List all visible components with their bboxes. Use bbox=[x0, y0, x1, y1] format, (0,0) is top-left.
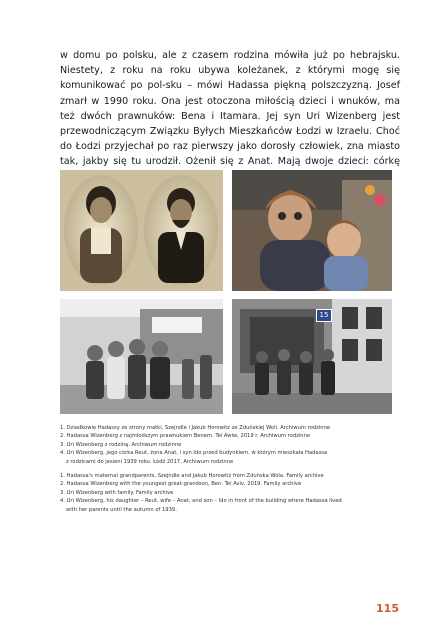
photo-hadassa-ben bbox=[232, 170, 392, 291]
address-sign-number: 15 bbox=[319, 311, 329, 319]
photo-uri-family-image bbox=[60, 299, 223, 414]
photo-building bbox=[232, 299, 392, 414]
caption-pl-2: 2. Hadassa Wizenberg z najmłodszym prawnukiem Benem. Tel Awiw, 2019 r. Archiwum rodzinne bbox=[60, 433, 311, 440]
caption-en-3: 3. Uri Wizenberg with family. Family archive bbox=[60, 489, 174, 496]
caption-pl-1: 1. Dziadkowie Hadassy ze strony matki, Szejndle i Jakub Horowitz ze Zduńskiej Woli. Archiwum rodzinne bbox=[60, 425, 331, 431]
caption-en-4: 4. Uri Wizenberg, his daughter – Reut, wife – Anat, and son – Ido in front of the building where Hadassa lived bbox=[60, 498, 342, 505]
body-text: w domu po polsku, ale z czasem rodzina mówiła już po hebrajsku. Niestety, z roku na roku ubywa koleżanek, z którymi mogę się komunikować po pol-sku – mówi Hadassa piękną polszczyzną. Josef zmarł w 1990 roku. Ona jest otoczona miłością dzieci i wnuków, ma też dwóch prawnuków: Bena i Itamara. Jej syn Uri Wizenberg jest przewodniczącym Związku Byłych Mieszkańców Łodzi w Izraelu. Choć do Łodzi przyjechał po raz pierwszy jako dorosły człowiek, zna miasto tak, jakby się tu urodził. Ożenił się z Anat. Mają dwoje dzieci: córkę bbox=[60, 50, 400, 168]
caption-en-2: 2. Hadassa Wizenberg with the youngest great-grandson, Ben. Tel Aviv, 2019. Family archive bbox=[60, 481, 302, 488]
photo-uri-family bbox=[60, 299, 223, 414]
photo-grandparents-image bbox=[60, 170, 223, 291]
caption-en-4-cont: with her parents until the autumn of 1939. bbox=[66, 506, 177, 513]
caption-en-1: 1. Hadassa's maternal grandparents, Szejndle and Jakub Horowitz from Zduńska Wola. Family archive bbox=[60, 473, 324, 480]
photo-building-image bbox=[232, 299, 392, 414]
captions bbox=[60, 424, 400, 514]
page-number: 115 bbox=[376, 602, 399, 615]
caption-pl-4-cont: z rodzicami do jesieni 1939 roku. Łódź 2017. Archiwum rodzinne bbox=[66, 458, 234, 465]
address-sign bbox=[316, 309, 332, 322]
photo-grandparents bbox=[60, 170, 223, 291]
body-paragraph bbox=[60, 48, 400, 185]
photo-hadassa-ben-image bbox=[232, 170, 392, 291]
caption-pl-4: 4. Uri Wizenberg, jego córka Reut, żona Anat, i syn Ido przed budynkiem, w którym mieszkała Hadassa bbox=[60, 450, 328, 457]
caption-pl-3: 3. Uri Wizenberg z rodziną. Archiwum rodzinne bbox=[60, 441, 182, 448]
